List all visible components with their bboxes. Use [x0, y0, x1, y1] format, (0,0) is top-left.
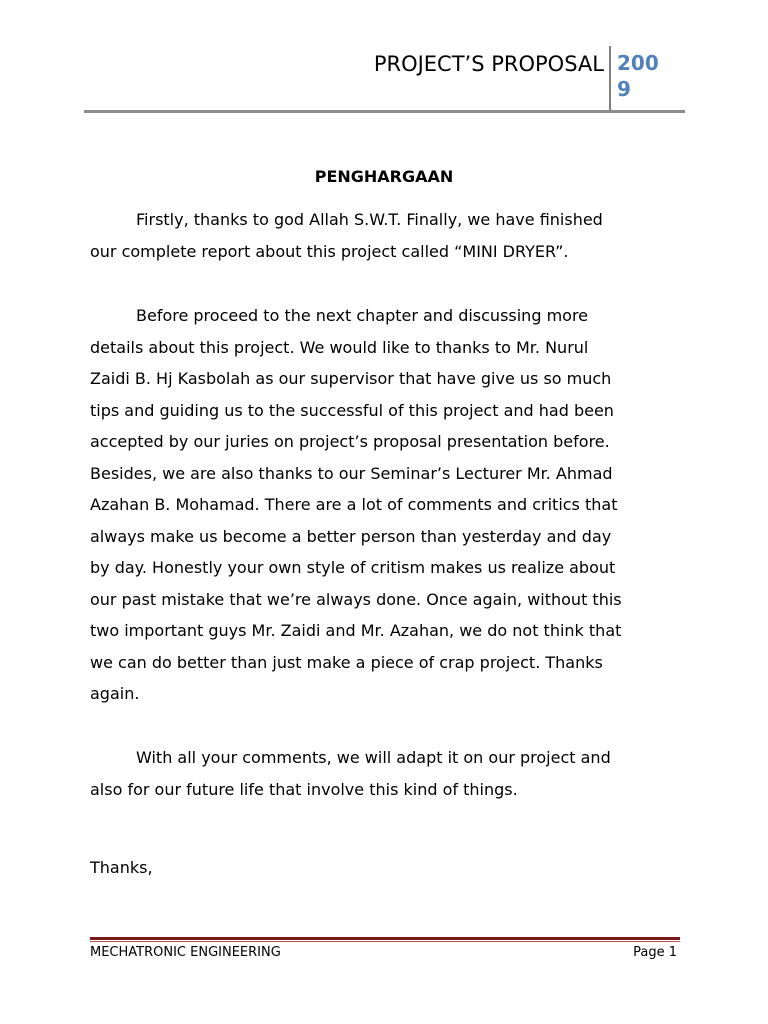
paragraph-line: Firstly, thanks to god Allah S.W.T. Finally, we have finished — [136, 210, 603, 229]
header-divider — [609, 46, 611, 112]
paragraph-line: always make us become a better person than yesterday and day — [90, 526, 612, 546]
paragraph-line: details about this project. We would like to thanks to Mr. Nurul — [90, 337, 589, 357]
paragraph-line: our complete report about this project called “MINI DRYER”. — [90, 241, 569, 261]
page-heading: PENGHARGAAN — [314, 167, 454, 186]
paragraph-line: accepted by our juries on project’s proposal presentation before. — [90, 432, 610, 451]
paragraph-line: Before proceed to the next chapter and discussing more — [136, 306, 589, 325]
header-title: PROJECT’S PROPOSAL — [373, 52, 604, 76]
header-rule — [84, 110, 685, 113]
paragraph-line: tips and guiding us to the successful of this project and had been — [90, 400, 614, 420]
paragraph-line: two important guys Mr. Zaidi and Mr. Azahan, we do not think that — [90, 621, 622, 640]
paragraph-line: Besides, we are also thanks to our Seminar’s Lecturer Mr. Ahmad — [90, 463, 613, 483]
paragraph-line: Zaidi B. Hj Kasbolah as our supervisor that have give us so much — [90, 369, 612, 388]
header-year-line2: 9 — [617, 77, 631, 101]
footer-page-number: Page 1 — [633, 945, 677, 960]
paragraph-line: we can do better than just make a piece of crap project. Thanks — [90, 652, 603, 672]
paragraph-line: our past mistake that we’re always done. Once again, without this — [90, 589, 622, 609]
paragraph-line: Azahan B. Mohamad. There are a lot of comments and critics that — [90, 495, 618, 514]
header-year — [617, 50, 677, 102]
footer-rule-red — [90, 941, 680, 942]
paragraph-line: also for our future life that involve this kind of things. — [90, 779, 518, 799]
paragraph-1 — [90, 204, 690, 267]
header-year-line1: 200 — [617, 51, 659, 75]
paragraph-3 — [90, 742, 690, 805]
paragraph-line: again. — [90, 684, 140, 703]
paragraph-line: by day. Honestly your own style of critism makes us realize about — [90, 558, 616, 577]
paragraph-line: With all your comments, we will adapt it on our project and — [136, 748, 611, 767]
paragraph-2 — [90, 300, 690, 710]
footer-rule-dark — [90, 937, 680, 940]
footer-department: MECHATRONIC ENGINEERING — [90, 945, 281, 960]
closing-text: Thanks, — [90, 858, 153, 877]
